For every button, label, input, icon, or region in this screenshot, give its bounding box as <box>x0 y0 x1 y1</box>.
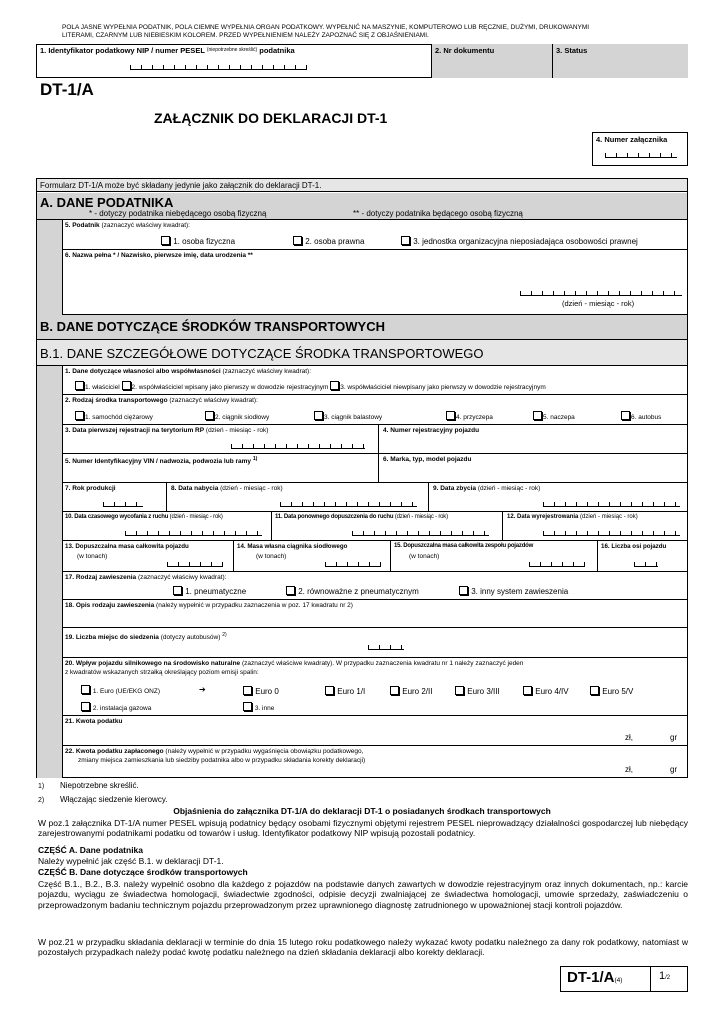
mass-input[interactable] <box>167 563 223 567</box>
year-input[interactable] <box>103 503 143 507</box>
euro-4-option[interactable]: Euro 4/IV <box>523 686 569 696</box>
vehicle-type-6[interactable]: 6. autobus <box>621 411 661 421</box>
b1-field-5[interactable] <box>63 454 379 483</box>
currency-zl: zł, <box>625 733 633 742</box>
b1-field-9[interactable] <box>429 483 687 512</box>
section-b1-title: B.1. DANE SZCZEGÓŁOWE DOTYCZĄCE ŚRODKA TRANSPORTOWEGO <box>40 346 484 361</box>
part-a-heading: CZĘŚĆ A. Dane podatnika <box>38 845 144 855</box>
ownership-option-2[interactable]: 2. współwłaściciel wpisany jako pierwszy w dowodzie rejestracyjnym <box>122 384 329 391</box>
b1-field-2-label: 2. Rodzaj środka transportowego (zaznaczyć właściwy kwadrat): <box>65 397 258 404</box>
field-5-option-3[interactable]: 3. jednostka organizacyjna nieposiadająca osobowości prawnej <box>401 236 638 246</box>
footer-code-cell <box>561 967 651 991</box>
field-5-option-2[interactable]: 2. osoba prawna <box>293 236 364 246</box>
section-b1-header <box>37 340 687 366</box>
date-input[interactable] <box>352 532 489 536</box>
b1-field-7-label: 7. Rok produkcji <box>65 485 116 492</box>
intro-row <box>37 179 687 192</box>
b1-field-8-label: 8. Data nabycia (dzień - miesiąc - rok) <box>171 485 283 492</box>
footer-version: (4) <box>614 977 623 984</box>
b1-field-1-options <box>75 381 546 391</box>
field-4-label: 4. Numer załącznika <box>596 135 668 144</box>
field-6[interactable] <box>63 250 687 315</box>
b1-field-12-label: 12. Data wyrejestrowania (dzień - miesiąc - rok) <box>507 514 638 520</box>
euro-1-option[interactable]: Euro 1/I <box>325 686 365 696</box>
field-4 <box>592 132 688 166</box>
suspension-option-1[interactable]: 1. pneumatyczne <box>173 586 246 596</box>
date-hint: (dzień - miesiąc - rok) <box>562 299 635 308</box>
euro-0-option[interactable]: Euro 0 <box>243 686 279 696</box>
b1-field-13-unit: (w tonach) <box>77 553 108 560</box>
section-a-note-2: ** - dotyczy podatnika będącego osobą fizyczną <box>353 209 523 218</box>
field-5 <box>63 220 687 250</box>
b1-field-15-unit: (w tonach) <box>409 553 440 560</box>
part-b-text: Część B.1., B.2., B.3. należy wypełnić osobno dla każdego z pojazdów na podstawie danych zawartych w dowodzie rejestracyjnym oraz innych dokumentach, np.: karcie pojazdu, wyciągu ze świadectwa homologacji, świadectwie zgodności, odpisie decyzji zwalniającej ze świadectwa homologacji, umowie sprzedaży, zaświadczeniu o przeprowadzonym badaniu technicznym pojazdu przeprowadzonym przez uprawnionego diagnostę zatrudnionego w upoważnionej stacji kontroli pojazdów. <box>38 879 688 910</box>
intro-text: Formularz DT-1/A może być składany jedynie jako załącznik do deklaracji DT-1. <box>40 181 322 190</box>
b1-field-12[interactable] <box>503 512 687 541</box>
b1-field-16[interactable] <box>598 541 687 572</box>
b1-field-11[interactable] <box>272 512 503 541</box>
b1-field-15-label: 15. Dopuszczalna masa całkowita zespołu pojazdów <box>394 543 534 549</box>
arrow-right-icon: ➔ <box>199 685 206 694</box>
page-title: ZAŁĄCZNIK DO DEKLARACJI DT-1 <box>154 110 388 126</box>
ownership-option-1[interactable]: 1. właściciel <box>75 384 120 391</box>
field-2 <box>431 44 553 78</box>
section-b-header <box>37 315 687 340</box>
date-input[interactable] <box>543 503 680 507</box>
b1-field-9-label: 9. Data zbycia (dzień - miesiąc - rok) <box>433 485 541 492</box>
field-1-input[interactable] <box>130 66 307 70</box>
b1-field-20-label: 20. Wpływ pojazdu silnikowego na środowisko naturalne (zaznaczyć właściwe kwadraty). W przypadku zaznaczenia kwadratu nr 1 należy zaznaczyć jeden <box>65 660 524 667</box>
section-a-header <box>37 193 687 220</box>
section-b-title: B. DANE DOTYCZĄCE ŚRODKÓW TRANSPORTOWYCH <box>40 319 385 334</box>
b1-field-3-label: 3. Data pierwszej rejestracji na terytorium RP (dzień - miesiąc - rok) <box>65 427 269 434</box>
mass-input[interactable] <box>325 563 381 567</box>
b1-field-7[interactable] <box>63 483 167 512</box>
b1-field-13-label: 13. Dopuszczalna masa całkowita pojazdu <box>65 543 189 550</box>
page-number: 1/2 <box>659 970 671 982</box>
b1-field-10[interactable] <box>63 512 272 541</box>
euro-2-option[interactable]: Euro 2/II <box>390 686 432 696</box>
b1-field-14[interactable] <box>234 541 391 572</box>
b1-field-14-label: 14. Masa własna ciągnika siodłowego <box>237 543 348 550</box>
ownership-option-3[interactable]: 3. współwłaściciel niewpisany jako pierwszy w dowodzie rejestracyjnym <box>330 384 546 391</box>
b1-field-14-unit: (w tonach) <box>256 553 287 560</box>
b1-field-1 <box>63 366 687 395</box>
footnote-1: 1) Niepotrzebne skreślić. <box>38 781 139 790</box>
b1-field-1-label: 1. Dane dotyczące własności albo współwłasności (zaznaczyć właściwy kwadrat): <box>65 368 312 375</box>
b1-field-22-hint: zmiany miejsca zamieszkania lub siedziby podatnika albo w przypadku składania korekty deklaracji) <box>78 757 366 764</box>
b1-field-19-label: 19. Liczba miejsc do siedzenia (dotyczy autobusów) $^{2)}$ <box>65 632 227 642</box>
explanations-p1: W poz.1 załącznika DT-1/A numer PESEL wpisują podatnicy będący osobami fizycznymi objętymi rejestrem PESEL nieprowadzący działalności gospodarczej lub niebędący zarejestrowanymi podatnikami podatku od towarów i usług. Identyfikator podatkowy NIP wpisują pozostali podatnicy. <box>38 818 688 839</box>
euro-3-option[interactable]: Euro 3/III <box>455 686 500 696</box>
b1-field-18[interactable] <box>63 600 687 628</box>
b1-field-19[interactable] <box>63 628 687 658</box>
suspension-option-2[interactable]: 2. równoważne z pneumatycznym <box>286 586 419 596</box>
field-6-label: 6. Nazwa pełna * / Nazwisko, pierwsze imię, data urodzenia ** <box>65 252 253 259</box>
b1-field-17 <box>63 572 687 600</box>
euro-5-option[interactable]: Euro 5/V <box>590 686 633 696</box>
p21-text: W poz.21 w przypadku składania deklaracji w terminie do dnia 15 lutego roku podatkowego należy wykazać kwoty podatku należnego za dany rok podatkowy, natomiast w pozostałych przypadkach należy podać kwotę podatku należnego na dzień składania deklaracji albo korekty deklaracji. <box>38 937 688 958</box>
b1-field-20-hint: z kwadratów wskazanych strzałką określający poziom emisji spalin: <box>65 669 259 676</box>
b1-field-4-label: 4. Numer rejestracyjny pojazdu <box>383 427 480 434</box>
date-input[interactable] <box>231 445 365 449</box>
b1-field-3[interactable] <box>63 425 379 454</box>
date-input[interactable] <box>520 292 682 296</box>
b1-field-21[interactable] <box>63 716 687 746</box>
currency-zl: zł, <box>625 765 633 774</box>
field-5-label: 5. Podatnik (zaznaczyć właściwy kwadrat): <box>65 222 190 229</box>
instructions <box>62 24 682 40</box>
vehicle-type-2[interactable]: 2. ciągnik siodłowy <box>205 411 269 421</box>
date-input[interactable] <box>543 532 680 536</box>
field-1-label: 1. Identyfikator podatkowy NIP / numer PESEL $^{(niepotrzebne skreślić)}$ podatnika <box>40 46 295 55</box>
b1-field-22[interactable] <box>63 746 687 778</box>
field-5-option-1[interactable]: 1. osoba fizyczna <box>161 236 235 246</box>
checkbox-icon[interactable] <box>401 236 410 245</box>
b1-field-6-label: 6. Marka, typ, model pojazdu <box>383 456 472 463</box>
footer-code: DT-1/A <box>567 969 615 986</box>
explanations-title: Objaśnienia do załącznika DT-1/A do deklaracji DT-1 o posiadanych środkach transportowych <box>173 806 551 816</box>
date-input[interactable] <box>280 503 417 507</box>
checkbox-icon[interactable] <box>161 236 170 245</box>
date-input[interactable] <box>125 532 262 536</box>
b1-field-5-label: 5. Numer Identyfikacyjny VIN / nadwozia, podwozia lub ramy $^{1)}$ <box>65 456 258 466</box>
b1-field-21-label: 21. Kwota podatku <box>65 718 123 725</box>
vehicle-type-4[interactable]: 4. przyczepa <box>446 411 493 421</box>
vehicle-type-5[interactable]: 5. naczepa <box>533 411 575 421</box>
emission-option-gas[interactable]: 2. instalacja gazowa <box>81 702 151 712</box>
footer-badge <box>560 966 688 992</box>
instructions-line-2: LITERAMI, CZARNYM LUB NIEBIESKIM KOLOREM. PRZED WYPEŁNIENIEM NALEŻY ZAPOZNAĆ SIĘ Z OBJAŚNIENIAMI. <box>62 31 429 39</box>
part-a-text: Należy wypełnić jak część B.1. w deklaracji DT-1. <box>38 856 224 866</box>
axles-input[interactable] <box>634 563 658 567</box>
instructions-line-1: POLA JASNE WYPEŁNIA PODATNIK, POLA CIEMNE WYPEŁNIA ORGAN PODATKOWY. WYPEŁNIĆ NA MASZYNIE, KOMPUTEROWO LUB RĘCZNIE, DUŻYMI, DRUKOWANYMI <box>62 24 590 31</box>
vehicle-type-3[interactable]: 3. ciągnik balastowy <box>314 411 382 421</box>
b1-field-11-label: 11. Data ponownego dopuszczenia do ruchu (dzień - miesiąc - rok) <box>275 514 448 520</box>
footnote-2: 2) Włączając siedzenie kierowcy. <box>38 795 168 804</box>
suspension-option-3[interactable]: 3. inny system zawieszenia <box>459 586 568 596</box>
mass-input[interactable] <box>529 563 585 567</box>
emission-option-other[interactable]: 3. inne <box>243 702 274 712</box>
field-2-label: 2. Nr dokumentu <box>435 46 495 55</box>
b1-field-16-label: 16. Liczba osi pojazdu <box>601 543 667 550</box>
b1-field-17-label: 17. Rodzaj zawieszenia (zaznaczyć właściwy kwadrat): <box>65 574 227 581</box>
b1-field-20 <box>63 658 687 716</box>
b1-field-4[interactable] <box>379 425 687 454</box>
field-4-input[interactable] <box>605 154 677 158</box>
b1-field-18-label: 18. Opis rodzaju zawieszenia (należy wypełnić w przypadku zaznaczenia w poz. 17 kwadratu nr 2) <box>65 602 353 609</box>
b1-field-15[interactable] <box>391 541 598 572</box>
b1-field-6[interactable] <box>379 454 687 483</box>
emission-option-euro[interactable]: 1. Euro (UE/EKG ONZ) <box>81 685 160 695</box>
checkbox-icon[interactable] <box>293 236 302 245</box>
b1-field-8[interactable] <box>167 483 429 512</box>
currency-gr: gr <box>670 733 678 742</box>
field-3-label: 3. Status <box>556 46 588 55</box>
seats-input[interactable] <box>368 646 404 650</box>
b1-field-13[interactable] <box>63 541 234 572</box>
section-b1-gutter <box>37 366 63 778</box>
b1-field-22-label: 22. Kwota podatku zapłaconego (należy wypełnić w przypadku wygaśnięcia obowiązku podatkowego, <box>65 748 364 755</box>
b1-field-10-label: 10. Data czasowego wycofania z ruchu (dzień - miesiąc - rok) <box>65 514 223 520</box>
section-a-note-1: * - dotyczy podatnika niebędącego osobą fizyczną <box>89 209 267 218</box>
part-b-heading: CZĘŚĆ B. Dane dotyczące środków transportowych <box>38 867 248 877</box>
section-a-title: A. DANE PODATNIKA <box>40 195 174 210</box>
currency-gr: gr <box>670 765 678 774</box>
vehicle-type-1[interactable]: 1. samochód ciężarowy <box>75 411 153 421</box>
b1-field-2 <box>63 395 687 425</box>
form-code: DT-1/A <box>40 80 94 99</box>
section-a-gutter <box>37 220 63 315</box>
field-3 <box>553 44 688 78</box>
